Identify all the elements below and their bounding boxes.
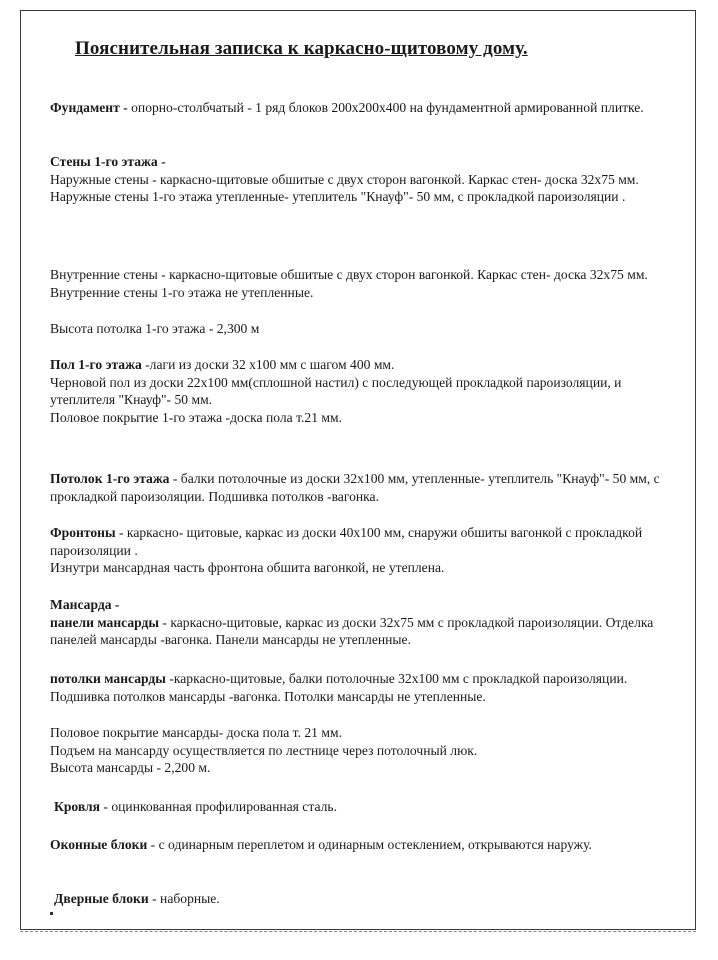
page-edge-line <box>20 931 696 932</box>
attic-panels-label: панели мансарды <box>50 614 160 630</box>
windows-text: - с одинарным переплетом и одинарным остеклением, открываются наружу. <box>147 837 592 852</box>
section-doors <box>54 890 674 908</box>
section-attic <box>50 596 670 649</box>
section-ceiling <box>50 470 670 505</box>
foundation-text: опорно-столбчатый - 1 ряд блоков 200х200х400 на фундаментной армированной плитке. <box>127 100 644 115</box>
attic-line-1: Половое покрытие мансарды- доска пола т. 21 мм. <box>50 725 342 740</box>
walls-line-1: Наружные стены - каркасно-щитовые обшитые с двух сторон вагонкой. Каркас стен- доска 32х75 мм. <box>50 171 639 187</box>
gables-text: - каркасно- щитовые, каркас из доски 40х100 мм, снаружи обшиты вагонкой с прокладкой пароизоляции . <box>50 525 643 558</box>
gables-line-2: Изнутри мансардная часть фронтона обшита вагонкой, не утеплена. <box>50 560 445 575</box>
ceiling-text: - балки потолочные из доски 32х100 мм, утепленные- утеплитель "Кнауф"- 50 мм, с прокладкой пароизоляции. Подшивка потолков -вагонка. <box>50 471 660 504</box>
floor-line-2: Черновой пол из доски 22х100 мм(сплошной настил) с последующей прокладкой пароизоляции, и утеплителя "Кнауф"- 50 мм. <box>50 374 622 407</box>
section-roof <box>54 798 674 816</box>
attic-ceiling-label: потолки мансарды <box>50 671 166 686</box>
section-ceiling-height <box>50 320 670 338</box>
foundation-label: Фундамент - <box>50 100 128 115</box>
walls-label: Стены 1-го этажа - <box>50 154 166 169</box>
walls-line-4: Высота потолка 1-го этажа - 2,300 м <box>50 321 260 336</box>
walls-line-2: Наружные стены 1-го этажа утепленные- утеплитель "Кнауф"- 50 мм, с прокладкой пароизоляции . <box>50 189 626 204</box>
document-title: Пояснительная записка к каркасно-щитовому дому. <box>75 38 528 59</box>
ceiling-label: Потолок 1-го этажа <box>50 471 170 486</box>
section-attic-ceiling <box>50 670 670 705</box>
floor-text: -лаги из доски 32 х100 мм с шагом 400 мм. <box>141 357 395 372</box>
attic-label: Мансарда - <box>50 597 120 612</box>
floor-line-3: Половое покрытие 1-го этажа -доска пола т.21 мм. <box>50 409 343 425</box>
attic-line-2: Подъем на мансарду осуществляется по лестнице через потолочный люк. <box>50 742 478 758</box>
gables-label: Фронтоны <box>50 525 116 540</box>
doors-label: Дверные блоки <box>54 891 149 906</box>
doors-text: - наборные. <box>148 891 220 906</box>
windows-label: Оконные блоки <box>50 837 148 852</box>
section-gables <box>50 524 670 577</box>
section-inner-walls <box>50 266 670 301</box>
scan-mark <box>50 912 53 915</box>
attic-line-3: Высота мансарды - 2,200 м. <box>50 760 211 775</box>
section-windows <box>50 836 670 854</box>
floor-label: Пол 1-го этажа <box>50 357 142 372</box>
section-walls <box>50 153 670 206</box>
walls-line-3: Внутренние стены - каркасно-щитовые обшитые с двух сторон вагонкой. Каркас стен- доска 32х75 мм. Внутренние стены 1-го этажа не утепленные. <box>50 267 648 300</box>
attic-ceiling-text: -каркасно-щитовые, балки потолочные 32х100 мм с прокладкой пароизоляции. Подшивка потолков мансарды -вагонка. Потолки мансарды не утепленные. <box>50 671 628 704</box>
attic-panels-text: - каркасно-щитовые, каркас из доски 32х75 мм с прокладкой пароизоляции. Отделка панелей мансарды -вагонка. Панели мансарды не утепленные. <box>50 614 654 647</box>
section-floor <box>50 356 670 426</box>
section-foundation <box>50 99 670 117</box>
roof-text: - оцинкованная профилированная сталь. <box>100 799 337 814</box>
roof-label: Кровля <box>54 799 101 814</box>
section-attic-details <box>50 724 670 777</box>
